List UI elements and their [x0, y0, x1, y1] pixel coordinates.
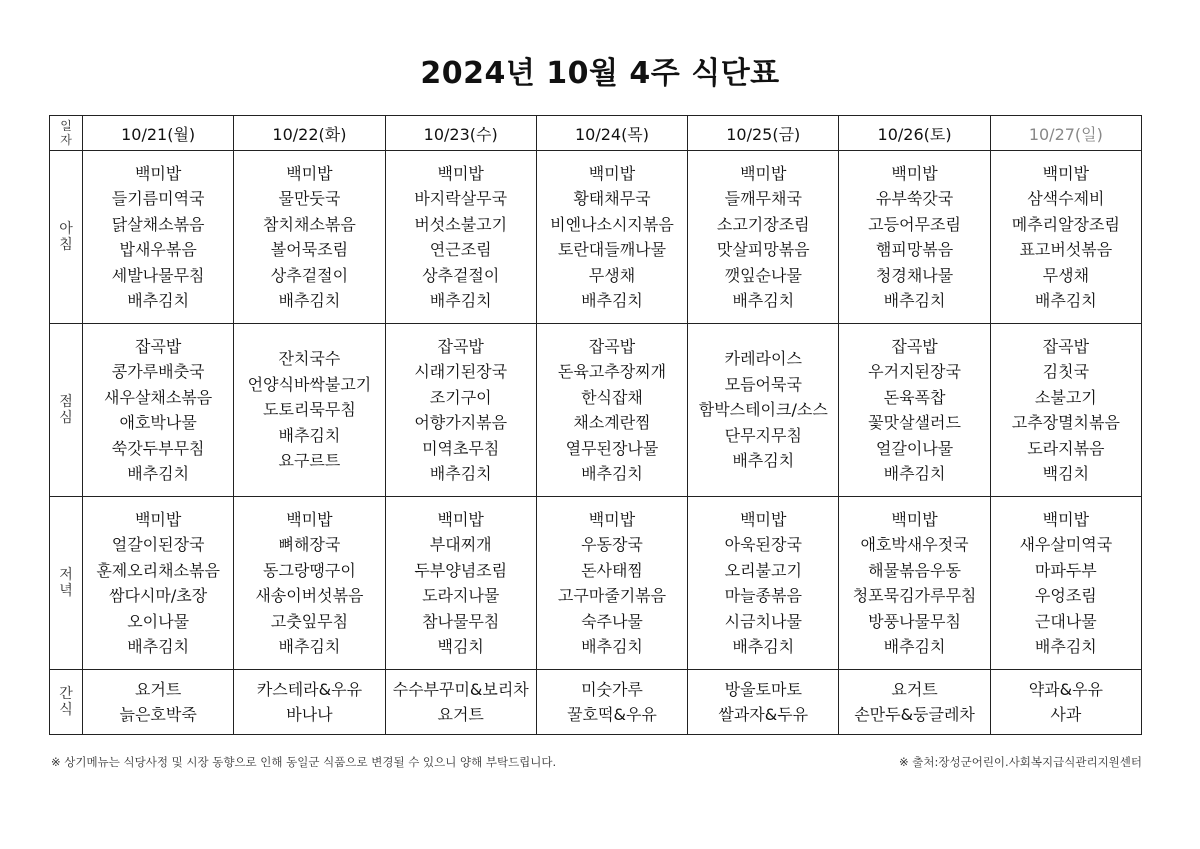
menu-item: 배추김치	[127, 637, 190, 656]
menu-item: 배추김치	[429, 291, 492, 310]
menu-item: 밥새우볶음	[119, 240, 197, 259]
dinner-cell-thu	[536, 497, 687, 670]
menu-item: 수수부꾸미&보리차	[392, 679, 529, 699]
menu-item: 배추김치	[127, 291, 190, 310]
menu-item: 참치채소볶음	[263, 214, 356, 234]
lunch-label: 점 심	[50, 324, 83, 497]
menu-item: 백미밥	[740, 509, 787, 529]
menu-item: 요거트	[437, 705, 484, 724]
dinner-cell-mon	[83, 497, 234, 670]
menu-item: 삼색수제비	[1027, 189, 1105, 208]
menu-item: 배추김치	[732, 637, 795, 656]
menu-item: 유부쑥갓국	[875, 189, 954, 208]
dinner-cell-fri	[688, 497, 839, 670]
menu-item: 배추김치	[581, 637, 643, 656]
breakfast-cell-wed	[385, 151, 536, 324]
menu-item: 미숫가루	[581, 679, 643, 699]
menu-item: 메추리알장조림	[1011, 214, 1120, 234]
menu-item: 백미밥	[437, 163, 484, 183]
dinner-cell-tue	[234, 497, 385, 670]
menu-item: 잡곡밥	[588, 336, 636, 356]
menu-item: 카레라이스	[724, 349, 802, 369]
meal-plan-table	[49, 115, 1142, 735]
menu-item: 숙주나물	[581, 611, 643, 631]
menu-item: 고구마줄기볶음	[557, 586, 667, 605]
menu-item: 콩가루배춧국	[111, 362, 205, 381]
menu-item: 고등어무조림	[868, 214, 961, 234]
snack-row	[50, 670, 1142, 735]
menu-item: 약과&우유	[1028, 679, 1103, 699]
menu-item: 함박스테이크/소스	[698, 400, 828, 420]
menu-item: 도라지나물	[422, 586, 500, 605]
menu-item: 백미밥	[588, 509, 636, 529]
menu-item: 모듬어묵국	[724, 374, 802, 394]
day-header-fri: 10/25(금)	[688, 116, 839, 151]
menu-item: 사과	[1050, 705, 1082, 724]
menu-item: 소고기장조림	[716, 214, 810, 234]
menu-item: 부대찌개	[429, 535, 492, 554]
day-header-sat: 10/26(토)	[839, 116, 990, 151]
menu-item: 백미밥	[1042, 509, 1090, 529]
menu-item: 바나나	[286, 705, 333, 724]
menu-item: 꽃맛살샐러드	[868, 413, 961, 432]
menu-item: 김칫국	[1042, 362, 1090, 381]
menu-item: 청포묵김가루무침	[852, 586, 977, 605]
menu-item: 얼갈이나물	[875, 438, 954, 458]
menu-item: 무생채	[588, 265, 636, 285]
menu-item: 요거트	[134, 679, 182, 699]
menu-item: 배추김치	[581, 464, 643, 483]
menu-item: 참나물무침	[422, 611, 500, 631]
lunch-cell-thu	[536, 324, 687, 497]
menu-item: 백미밥	[286, 163, 333, 183]
menu-item: 늙은호박죽	[119, 705, 197, 724]
menu-item: 배추김치	[1034, 291, 1097, 310]
lunch-cell-mon	[83, 324, 234, 497]
lunch-cell-sat	[839, 324, 990, 497]
menu-item: 열무된장나물	[565, 438, 659, 458]
menu-item: 요거트	[891, 679, 938, 699]
menu-item: 카스테라&우유	[256, 679, 363, 699]
menu-item: 배추김치	[732, 451, 795, 471]
menu-item: 도라지볶음	[1027, 438, 1105, 458]
breakfast-row	[50, 151, 1142, 324]
day-header-mon: 10/21(월)	[83, 116, 234, 151]
menu-item: 백미밥	[1042, 163, 1090, 183]
menu-item: 오이나물	[127, 611, 190, 631]
menu-item: 들깨무채국	[724, 189, 802, 208]
breakfast-cell-tue	[234, 151, 385, 324]
breakfast-cell-mon	[83, 151, 234, 324]
menu-item: 배추김치	[1034, 637, 1097, 656]
menu-item: 백미밥	[134, 509, 182, 529]
menu-item: 배추김치	[278, 637, 341, 656]
menu-item: 연근조림	[429, 240, 492, 259]
menu-item: 얼갈이된장국	[111, 535, 205, 554]
menu-item: 조기구이	[429, 387, 492, 407]
breakfast-cell-thu	[536, 151, 687, 324]
menu-item: 배추김치	[732, 291, 795, 310]
menu-item: 무생채	[1042, 265, 1090, 285]
header-row	[50, 116, 1142, 151]
snack-cell-thu	[536, 670, 687, 735]
menu-item: 새우살미역국	[1019, 535, 1113, 554]
menu-item: 새송이버섯볶음	[255, 586, 364, 605]
snack-cell-tue	[234, 670, 385, 735]
menu-item: 새우살채소볶음	[104, 387, 213, 407]
snack-cell-wed	[385, 670, 536, 735]
day-header-tue: 10/22(화)	[234, 116, 385, 151]
menu-item: 백미밥	[891, 163, 938, 183]
menu-item: 시금치나물	[724, 611, 802, 631]
menu-item: 배추김치	[883, 637, 946, 656]
menu-item: 상추겉절이	[422, 265, 500, 285]
page-title: 2024년 10월 4주 식단표	[420, 56, 780, 91]
menu-item: 돈사태찜	[581, 560, 643, 580]
menu-item: 도토리묵무침	[263, 400, 356, 420]
menu-item: 고추장멸치볶음	[1011, 413, 1120, 432]
menu-item: 배추김치	[127, 464, 190, 483]
menu-item: 배추김치	[581, 291, 643, 310]
menu-item: 배추김치	[883, 291, 946, 310]
dinner-row	[50, 497, 1142, 670]
day-header-sun: 10/27(일)	[990, 116, 1141, 151]
snack-cell-sun	[990, 670, 1141, 735]
menu-item: 깻잎순나물	[724, 265, 802, 285]
menu-item: 요구르트	[278, 451, 341, 471]
breakfast-cell-sun	[990, 151, 1141, 324]
dinner-cell-wed	[385, 497, 536, 670]
menu-item: 손만두&둥글레차	[854, 705, 975, 724]
menu-item: 백김치	[1042, 464, 1090, 483]
menu-item: 햄피망볶음	[875, 240, 954, 259]
menu-item: 고춧잎무침	[270, 611, 349, 631]
menu-item: 시래기된장국	[414, 362, 508, 381]
menu-item: 마늘종볶음	[724, 586, 802, 605]
snack-cell-fri	[688, 670, 839, 735]
menu-item: 잡곡밥	[891, 336, 938, 356]
menu-item: 방풍나물무침	[868, 611, 961, 631]
lunch-cell-tue	[234, 324, 385, 497]
breakfast-cell-sat	[839, 151, 990, 324]
menu-item: 쌀과자&두유	[718, 705, 809, 724]
day-header-wed: 10/23(수)	[385, 116, 536, 151]
menu-item: 해물볶음우동	[868, 560, 961, 580]
menu-item: 백미밥	[588, 163, 636, 183]
menu-item: 맛살피망볶음	[716, 240, 810, 259]
menu-item: 청경채나물	[875, 265, 954, 285]
menu-item: 잡곡밥	[437, 336, 484, 356]
lunch-row	[50, 324, 1142, 497]
lunch-cell-wed	[385, 324, 536, 497]
menu-item: 백미밥	[286, 509, 333, 529]
menu-item: 돈육고추장찌개	[557, 362, 667, 381]
menu-item: 황태채무국	[573, 189, 651, 208]
menu-item: 동그랑땡구이	[263, 560, 356, 580]
date-corner-label: 일 자	[50, 116, 83, 151]
day-header-thu: 10/24(목)	[536, 116, 687, 151]
lunch-cell-fri	[688, 324, 839, 497]
menu-item: 잔치국수	[278, 349, 341, 369]
menu-item: 세발나물무침	[111, 265, 205, 285]
menu-item: 미역초무침	[422, 438, 500, 458]
menu-item: 백미밥	[891, 509, 938, 529]
menu-item: 뼈해장국	[278, 535, 341, 554]
menu-item: 쑥갓두부무침	[111, 438, 205, 458]
menu-item: 애호박나물	[119, 413, 197, 432]
menu-item: 배추김치	[278, 425, 341, 445]
menu-item: 근대나물	[1034, 611, 1097, 631]
menu-item: 우엉조림	[1034, 586, 1097, 605]
menu-item: 채소계란찜	[573, 413, 651, 432]
menu-item: 꿀호떡&우유	[567, 705, 657, 724]
menu-item: 비엔나소시지볶음	[550, 214, 674, 234]
menu-item: 볼어묵조림	[270, 240, 349, 259]
dinner-cell-sat	[839, 497, 990, 670]
menu-item: 소불고기	[1034, 387, 1097, 407]
menu-item: 방울토마토	[724, 679, 802, 699]
menu-item: 바지락살무국	[414, 189, 508, 208]
breakfast-cell-fri	[688, 151, 839, 324]
menu-item: 어향가지볶음	[414, 413, 508, 432]
menu-item: 쌈다시마/초장	[109, 586, 208, 605]
breakfast-label: 아 침	[50, 151, 83, 324]
menu-item: 닭살채소볶음	[111, 214, 205, 234]
menu-item: 들기름미역국	[111, 189, 205, 208]
menu-item: 배추김치	[429, 464, 492, 483]
dinner-cell-sun	[990, 497, 1141, 670]
menu-item: 백미밥	[437, 509, 484, 529]
snack-label: 간 식	[50, 670, 83, 735]
menu-item: 백김치	[437, 637, 484, 656]
dinner-label: 저 녁	[50, 497, 83, 670]
menu-item: 배추김치	[278, 291, 341, 310]
menu-item: 잡곡밥	[134, 336, 182, 356]
menu-item: 단무지무침	[724, 425, 802, 445]
menu-item: 백미밥	[740, 163, 787, 183]
menu-item: 오리불고기	[724, 560, 802, 580]
lunch-cell-sun	[990, 324, 1141, 497]
menu-item: 한식잡채	[581, 387, 643, 407]
menu-item: 잡곡밥	[1042, 336, 1090, 356]
menu-item: 토란대들깨나물	[557, 240, 667, 259]
snack-cell-sat	[839, 670, 990, 735]
menu-item: 애호박새우젓국	[860, 535, 969, 554]
menu-item: 물만둣국	[278, 189, 341, 208]
snack-cell-mon	[83, 670, 234, 735]
menu-item: 상추겉절이	[270, 265, 349, 285]
menu-item: 버섯소불고기	[414, 214, 508, 234]
menu-item: 표고버섯볶음	[1019, 240, 1113, 259]
menu-item: 배추김치	[883, 464, 946, 483]
footnote-source: ※ 출처:장성군어린이.사회복지급식관리지원센터	[899, 755, 1142, 769]
menu-item: 우거지된장국	[868, 362, 961, 381]
menu-item: 우동장국	[581, 535, 643, 554]
menu-item: 훈제오리채소볶음	[96, 560, 220, 580]
menu-item: 돈육폭찹	[883, 387, 946, 407]
menu-item: 백미밥	[134, 163, 182, 183]
menu-item: 언양식바싹불고기	[247, 374, 372, 394]
menu-item: 마파두부	[1034, 560, 1097, 580]
footnote-notice: ※ 상기메뉴는 식당사정 및 시장 동향으로 인해 동일군 식품으로 변경될 수 있으니 양해 부탁드립니다.	[51, 755, 557, 769]
menu-item: 두부양념조림	[414, 560, 508, 580]
menu-item: 아욱된장국	[724, 535, 802, 554]
